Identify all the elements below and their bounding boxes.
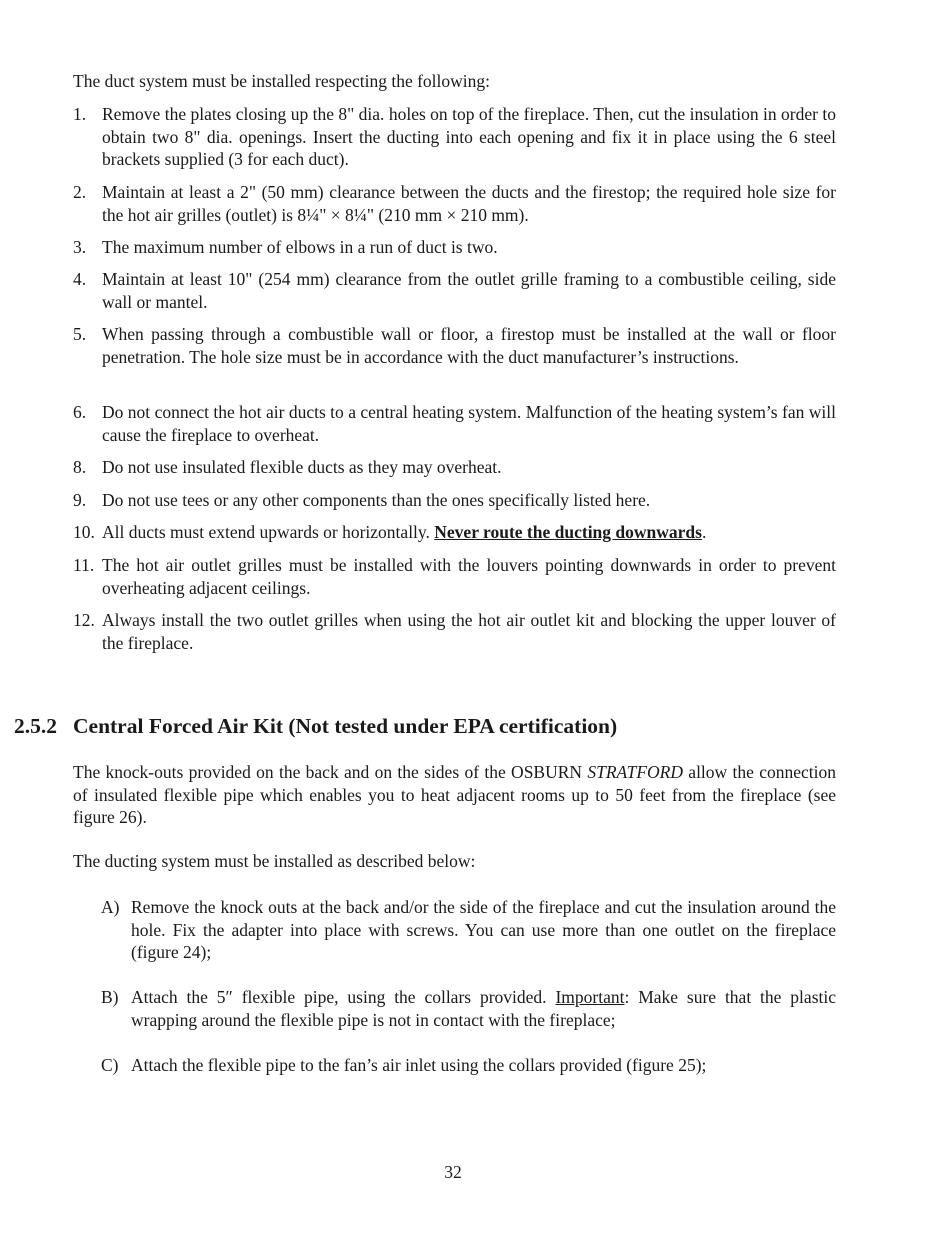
step-text-end: : Make sure that the plastic wrapping around the flexible pipe is not in contact with the fireplace;	[131, 987, 836, 1030]
step-text: Remove the knock outs at the back and/or the side of the fireplace and cut the insulation around the hole. Fix the adapter into place with screws. You can use more than one outlet on the fireplace (figure 24);	[131, 897, 836, 962]
paragraph-text: The knock-outs provided on the back and on the sides of the OSBURN	[73, 762, 588, 782]
list-item-11	[73, 554, 836, 599]
list-item-5	[73, 323, 836, 368]
list-item-10	[73, 521, 836, 544]
list-number: 10.	[73, 522, 95, 542]
list-text: Maintain at least a 2" (50 mm) clearance between the ducts and the firestop; the required hole size for the hot air grilles (outlet) is 8¼" × 8¼" (210 mm × 210 mm).	[102, 182, 836, 225]
list-text: Do not connect the hot air ducts to a central heating system. Malfunction of the heating system’s fan will cause the fireplace to overheat.	[102, 402, 836, 445]
list-text: The maximum number of elbows in a run of duct is two.	[102, 237, 498, 257]
list-text: The hot air outlet grilles must be installed with the louvers pointing downwards in order to prevent overheating adjacent ceilings.	[102, 555, 836, 598]
step-c	[101, 1054, 836, 1077]
list-number: 4.	[73, 269, 87, 289]
list-number: 5.	[73, 324, 87, 344]
list-item-2	[73, 181, 836, 226]
list-text: When passing through a combustible wall or floor, a firestop must be installed at the wall or floor penetration. The hole size must be in accordance with the duct manufacturer’s instructions.	[102, 324, 836, 367]
paragraph-text-end: allow the connection of insulated flexible pipe which enables you to heat adjacent rooms up to 50 feet from the fireplace (see figure 26).	[73, 762, 836, 827]
list-text: Always install the two outlet grilles when using the hot air outlet kit and blocking the upper louver of the fireplace.	[102, 610, 836, 653]
list-number: 1.	[73, 104, 87, 124]
list-text: Remove the plates closing up the 8" dia. holes on top of the fireplace. Then, cut the insulation in order to obtain two 8" dia. openings. Insert the ducting into each opening and fix it in place using the 6 steel brackets supplied (3 for each duct).	[102, 104, 836, 169]
step-text-plain: Attach the 5″ flexible pipe, using the collars provided.	[131, 987, 556, 1007]
list-text	[102, 521, 836, 544]
list-text: Do not use insulated flexible ducts as they may overheat.	[102, 457, 502, 477]
section-heading	[14, 713, 617, 739]
list-text: Maintain at least 10" (254 mm) clearance from the outlet grille framing to a combustible ceiling, side wall or mantel.	[102, 269, 836, 312]
list-number: 11.	[73, 555, 95, 575]
section-number: 2.5.2	[14, 714, 57, 738]
list-item-4	[73, 268, 836, 313]
list-text: Do not use tees or any other components than the ones specifically listed here.	[102, 490, 651, 510]
list-text-end: .	[701, 522, 707, 542]
step-a	[101, 896, 836, 964]
step-text: Attach the flexible pipe to the fan’s air inlet using the collars provided (figure 25);	[131, 1055, 707, 1075]
list-item-1	[73, 103, 836, 171]
important-label: Important	[555, 987, 625, 1007]
list-number: 6.	[73, 402, 87, 422]
step-label: A)	[101, 897, 120, 917]
list-text-plain: All ducts must extend upwards or horizontally.	[102, 522, 435, 542]
body-paragraph-2: The ducting system must be installed as described below:	[73, 851, 476, 871]
page-number: 32	[444, 1162, 462, 1182]
list-number: 12.	[73, 610, 95, 630]
list-item-3	[73, 236, 836, 259]
list-item-8	[73, 456, 836, 479]
list-item-12	[73, 609, 836, 654]
list-number: 9.	[73, 490, 87, 510]
intro-text: The duct system must be installed respecting the following:	[73, 71, 491, 91]
list-number: 2.	[73, 182, 87, 202]
warning-emphasis: Never route the ducting downwards	[434, 522, 702, 542]
step-label: B)	[101, 987, 119, 1007]
body-paragraph	[73, 761, 836, 829]
list-number: 3.	[73, 237, 87, 257]
list-item-6	[73, 401, 836, 446]
section-title: Central Forced Air Kit (Not tested under EPA certification)	[73, 714, 618, 738]
product-name: STRATFORD	[587, 762, 683, 782]
list-item-9	[73, 489, 836, 512]
step-text	[131, 986, 836, 1031]
list-number: 8.	[73, 457, 87, 477]
step-label: C)	[101, 1055, 119, 1075]
step-b	[101, 986, 836, 1031]
